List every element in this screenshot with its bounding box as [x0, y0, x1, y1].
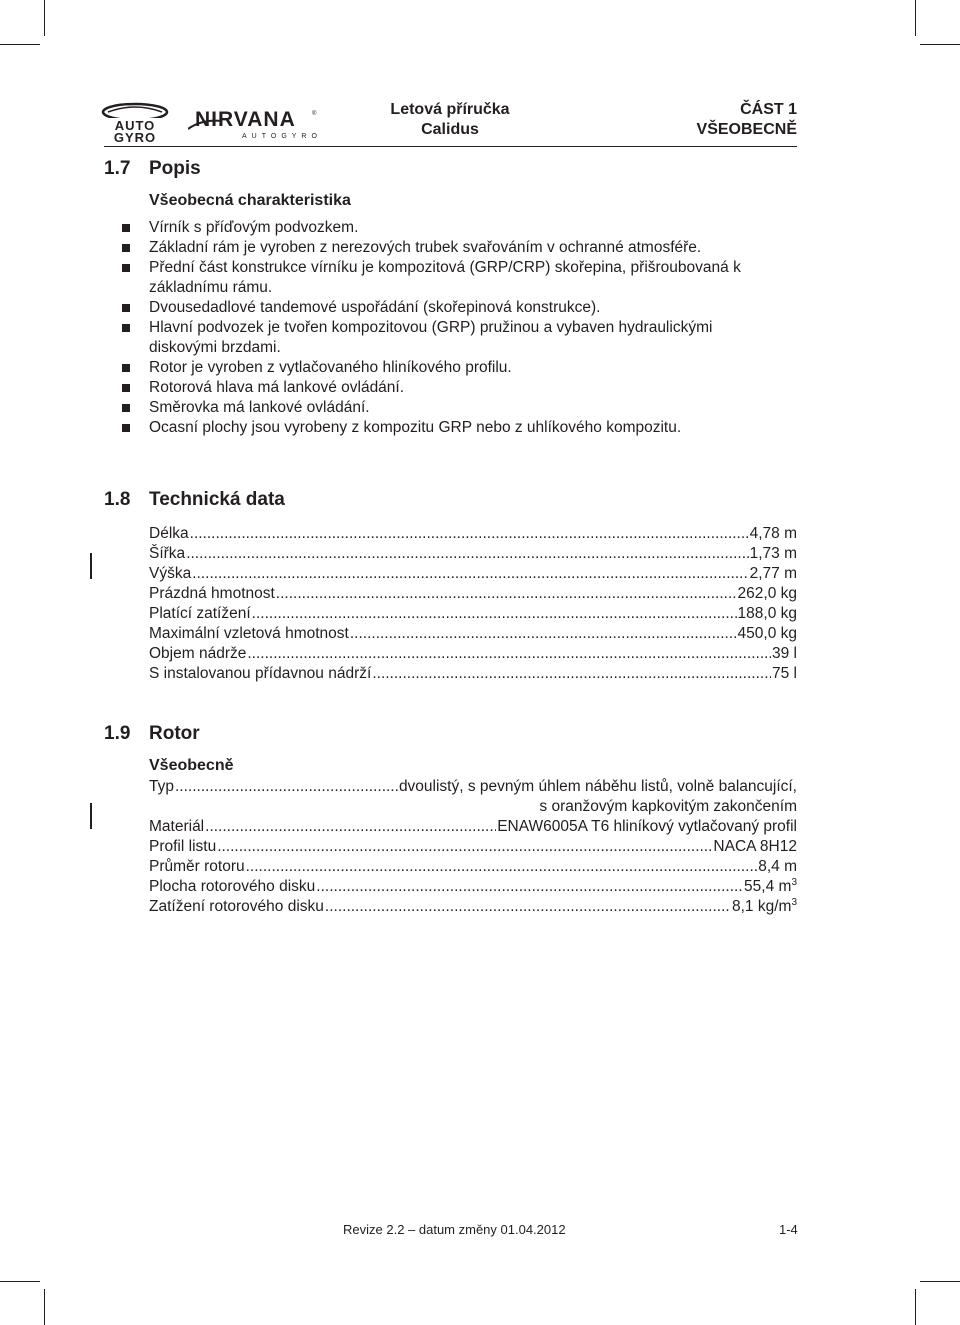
- spec-label: Typ: [149, 778, 174, 795]
- spec-label: Objem nádrže: [149, 645, 247, 662]
- nirvana-swoosh-icon: [188, 117, 222, 131]
- spec-value-text: 55,4 m: [744, 878, 792, 895]
- spec-label: Maximální vzletová hmotnost: [149, 625, 349, 642]
- spec-value: dvoulistý, s pevným úhlem náběhu listů, volně balancující,: [398, 778, 797, 795]
- section-number: 1.9: [104, 723, 131, 744]
- spec-label: Průměr rotoru: [149, 858, 245, 875]
- revision-bar: [90, 803, 92, 829]
- crop-mark: [44, 1289, 45, 1325]
- spec-value: 39 l: [772, 645, 797, 662]
- section-heading-1-7: [104, 158, 201, 180]
- spec-row: [149, 644, 797, 664]
- spec-value: 75 l: [772, 665, 797, 682]
- list-item: Rotorová hlava má lankové ovládání.: [122, 378, 782, 398]
- spec-label: Platící zatížení: [149, 605, 251, 622]
- characteristics-list: [122, 218, 782, 438]
- revision-bar: [90, 553, 92, 579]
- crop-mark: [920, 44, 960, 45]
- list-item: Ocasní plochy jsou vyrobeny z kompozitu GRP nebo z uhlíkového kompozitu.: [122, 418, 782, 438]
- section-title: Rotor: [149, 723, 200, 744]
- spec-row: [149, 564, 797, 584]
- spec-value-text: 8,1 kg/m: [731, 898, 792, 915]
- spec-value: NACA 8H12: [713, 838, 797, 855]
- spec-row: [149, 837, 797, 857]
- section-title: Technická data: [149, 489, 285, 510]
- spec-value: [732, 897, 797, 917]
- list-item: Směrovka má lankové ovládání.: [122, 398, 782, 418]
- spec-row: [149, 777, 797, 797]
- header-rule: [104, 146, 797, 147]
- nirvana-logo-sub: AUTOGYRO: [242, 133, 322, 140]
- registered-mark: ®: [312, 111, 317, 117]
- svg-text:GYRO: GYRO: [113, 130, 157, 144]
- page-number: 1-4: [779, 1222, 798, 1237]
- spec-label: Výška: [149, 565, 192, 582]
- manual-title: [370, 100, 530, 140]
- spec-row: [149, 524, 797, 544]
- spec-row: [149, 664, 797, 684]
- spec-label: Délka: [149, 525, 189, 542]
- spec-value: ENAW6005A T6 hliníkový vytlačovaný profil: [497, 818, 797, 835]
- spec-row: [149, 897, 797, 917]
- unit-exponent: 3: [791, 877, 797, 888]
- spec-row: [149, 817, 797, 837]
- spec-value-continuation: s oranžovým kapkovitým zakončením: [539, 798, 797, 815]
- spec-value: 8,4 m: [758, 858, 797, 875]
- spec-value: 450,0 kg: [737, 625, 797, 642]
- section-heading-1-9: [104, 723, 200, 745]
- revision-info: Revize 2.2 – datum změny 01.04.2012: [343, 1222, 566, 1237]
- spec-row: [149, 877, 797, 897]
- list-item: Dvousedadlové tandemové uspořádání (skořepinová konstrukce).: [122, 298, 782, 318]
- crop-mark: [920, 1281, 960, 1282]
- rotor-data-table: [149, 777, 797, 917]
- spec-value: 262,0 kg: [737, 585, 797, 602]
- spec-label: Materiál: [149, 818, 205, 835]
- list-item: Rotor je vyroben z vytlačovaného hliníkového profilu.: [122, 358, 782, 378]
- section-title: Popis: [149, 158, 201, 179]
- spec-label: Prázdná hmotnost: [149, 585, 275, 602]
- spec-label: Plocha rotorového disku: [149, 878, 316, 895]
- crop-mark: [0, 44, 40, 45]
- spec-row: [149, 857, 797, 877]
- crop-mark: [915, 1289, 916, 1325]
- crop-mark: [0, 1281, 40, 1282]
- part-name: VŠEOBECNĚ: [696, 121, 797, 138]
- list-item: Hlavní podvozek je tvořen kompozitovou (GRP) pružinou a vybaven hydraulickými diskovými brzdami.: [122, 318, 782, 358]
- crop-mark: [915, 0, 916, 36]
- spec-label: Profil listu: [149, 838, 217, 855]
- manual-title-line2: Calidus: [421, 121, 479, 138]
- autogyro-logo: [100, 100, 170, 144]
- spec-value: 4,78 m: [749, 525, 797, 542]
- spec-row: [149, 544, 797, 564]
- spec-value: 2,77 m: [749, 565, 797, 582]
- spec-row: [149, 604, 797, 624]
- list-item: Vírník s příďovým podvozkem.: [122, 218, 782, 238]
- spec-row: [149, 624, 797, 644]
- technical-data-table: [149, 524, 797, 684]
- section-number: 1.8: [104, 489, 131, 510]
- part-title: [697, 100, 797, 140]
- spec-value: [744, 877, 797, 897]
- list-item: Přední část konstrukce vírníku je kompozitová (GRP/CRP) skořepina, přišroubovaná k základnímu rámu.: [122, 258, 782, 298]
- spec-label: Zatížení rotorového disku: [149, 898, 324, 915]
- part-number: ČÁST 1: [740, 101, 797, 118]
- subsection-title: Všeobecná charakteristika: [149, 192, 351, 209]
- spec-row: [149, 584, 797, 604]
- list-item: Základní rám je vyroben z nerezových trubek svařováním v ochranné atmosféře.: [122, 238, 782, 258]
- unit-exponent: 3: [791, 897, 797, 908]
- svg-text:AUTO: AUTO: [114, 118, 156, 133]
- nirvana-logo: NIRVANA: [195, 108, 296, 131]
- spec-label: S instalovanou přídavnou nádrží: [149, 665, 372, 682]
- manual-title-line1: Letová příručka: [390, 101, 510, 118]
- section-heading-1-8: [104, 489, 285, 511]
- spec-label: Šířka: [149, 545, 186, 562]
- subsection-title: Všeobecně: [149, 757, 234, 774]
- crop-mark: [44, 0, 45, 36]
- section-number: 1.7: [104, 158, 131, 179]
- spec-value: 188,0 kg: [737, 605, 797, 622]
- spec-value: 1,73 m: [749, 545, 797, 562]
